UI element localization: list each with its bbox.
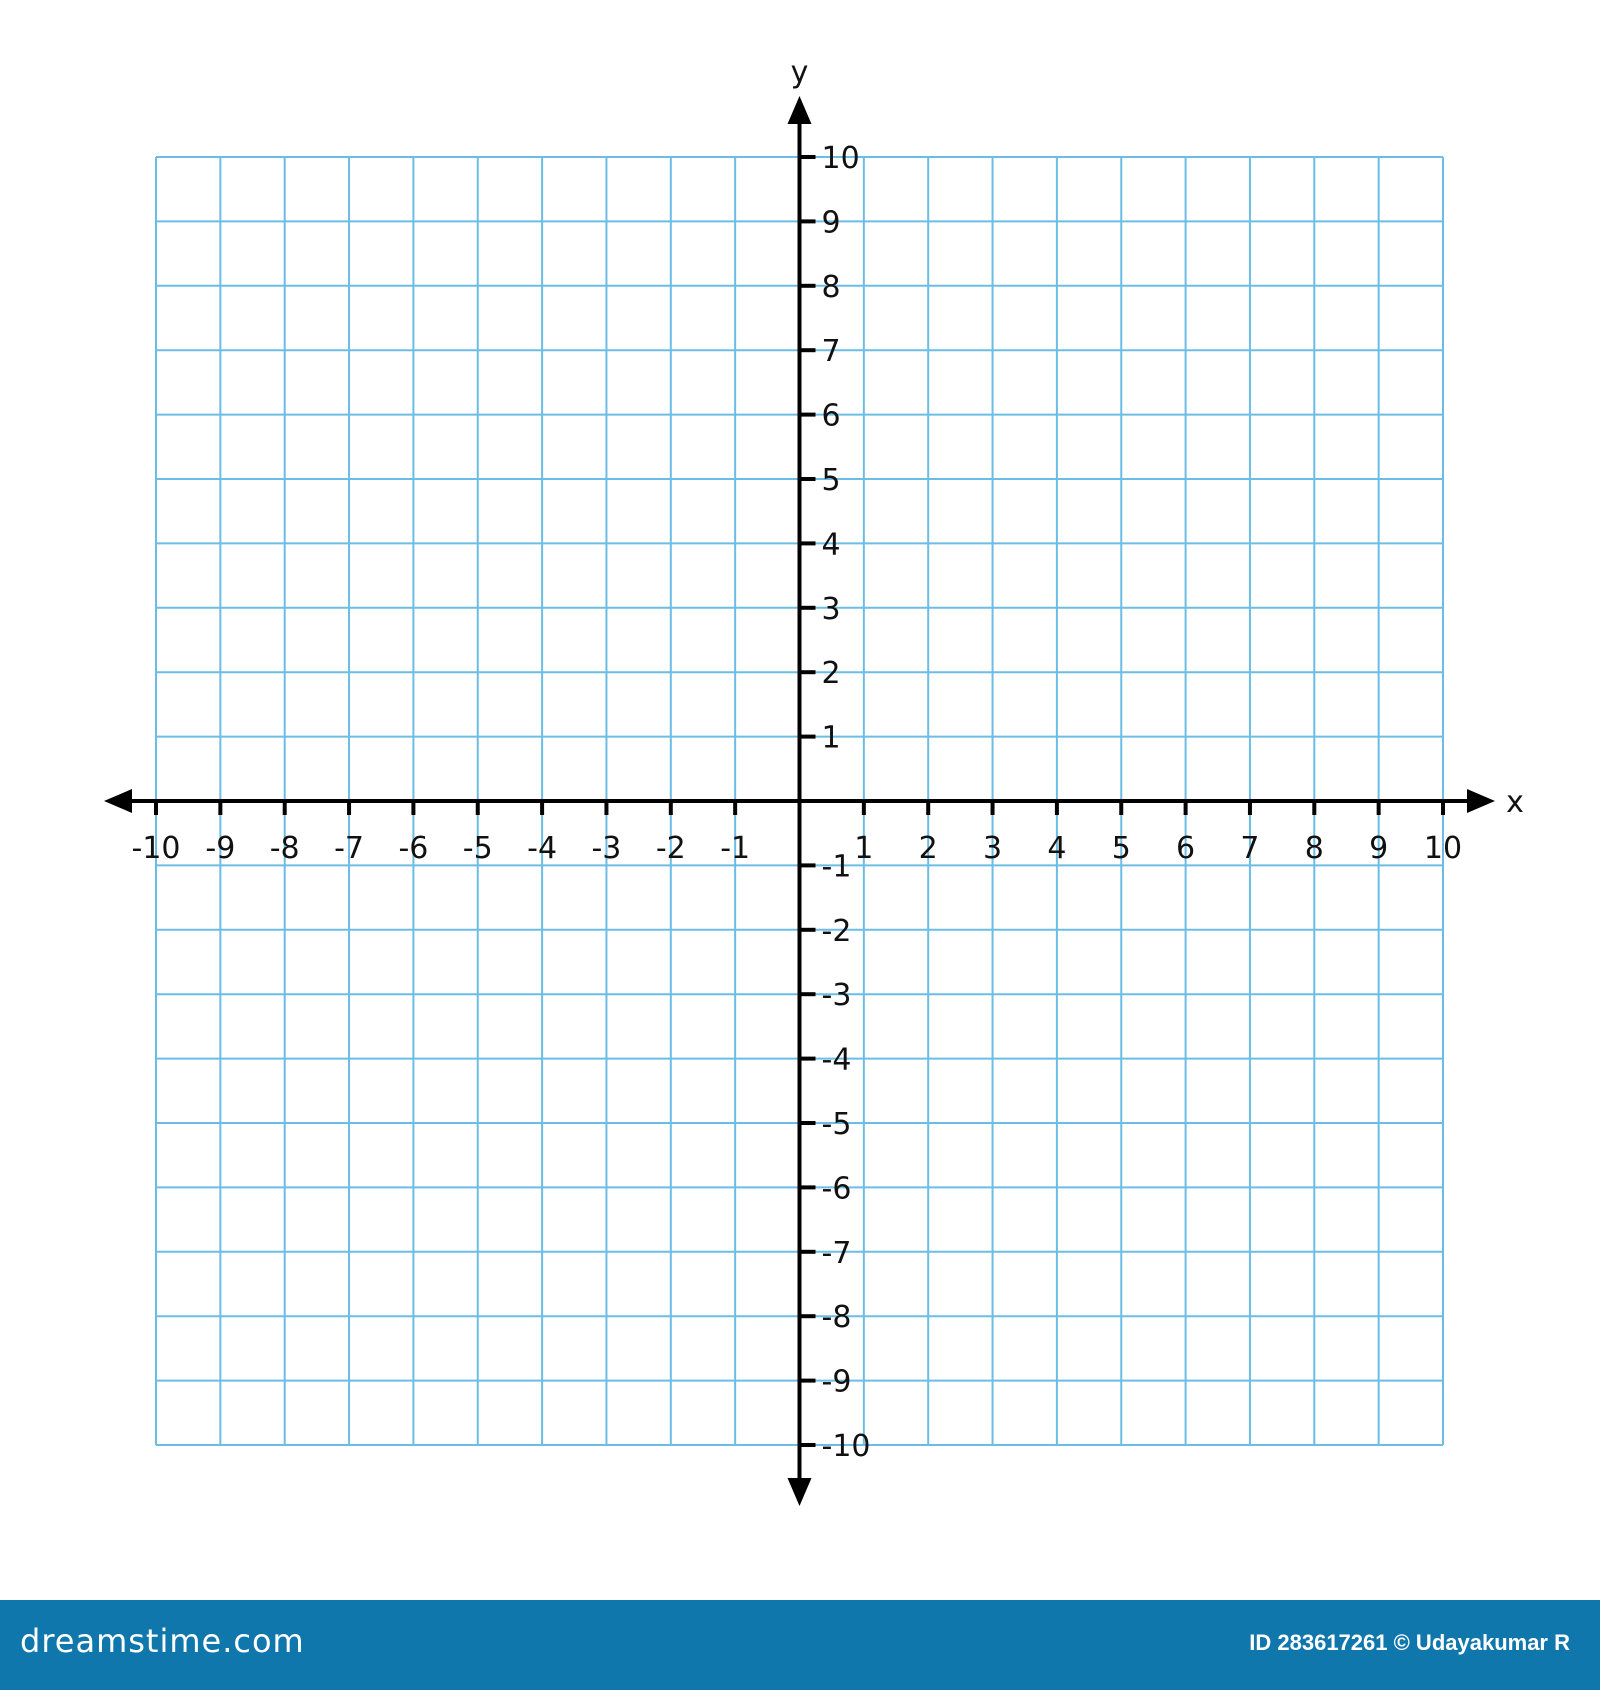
x-tick-label: 3: [983, 831, 1003, 866]
y-tick-label: -7: [821, 1235, 852, 1271]
image-credit: ID 283617261 © Udayakumar R: [1249, 1630, 1570, 1655]
y-tick-label: 6: [821, 398, 841, 434]
y-tick-label: 10: [821, 141, 860, 176]
x-tick-label: 4: [1047, 831, 1067, 866]
y-tick-label: 3: [821, 591, 841, 627]
x-tick-label: -6: [398, 831, 429, 866]
x-tick-label: 7: [1240, 831, 1260, 866]
y-tick-label: 1: [821, 720, 841, 756]
x-tick-label: -9: [205, 831, 236, 866]
brand-logo: dreamstime.com: [20, 1622, 305, 1660]
x-axis-right-arrow-icon: [1467, 789, 1495, 813]
x-tick-label: -3: [591, 831, 622, 866]
x-axis-label: x: [1506, 785, 1524, 820]
x-tick-label: 5: [1111, 831, 1131, 866]
y-tick-label: 7: [821, 334, 841, 370]
y-tick-label: 5: [821, 463, 841, 498]
x-tick-label: -5: [462, 831, 493, 866]
x-tick-label: 10: [1423, 831, 1463, 866]
y-tick-label: -3: [821, 978, 852, 1014]
y-axis-label: y: [790, 55, 809, 90]
x-tick-label: -2: [655, 831, 686, 866]
x-tick-label: 9: [1369, 831, 1389, 866]
y-tick-label: -9: [821, 1364, 852, 1400]
y-axis-down-arrow-icon: [788, 1478, 812, 1506]
y-tick-label: 9: [821, 205, 841, 241]
footer-banner: [0, 1600, 1600, 1690]
x-tick-label: 1: [854, 831, 874, 866]
y-tick-label: -1: [821, 849, 852, 885]
y-tick-label: 8: [821, 269, 841, 305]
y-tick-label: -5: [821, 1107, 852, 1142]
x-tick-label: 6: [1176, 831, 1196, 866]
x-tick-label: -4: [527, 831, 558, 866]
y-tick-label: 2: [821, 656, 841, 692]
x-tick-label: 2: [918, 831, 938, 866]
y-tick-label: -2: [821, 913, 852, 949]
y-tick-label: -6: [821, 1171, 852, 1207]
y-tick-label: -4: [821, 1042, 852, 1078]
y-tick-label: 4: [821, 527, 841, 563]
x-tick-label: -7: [334, 831, 365, 866]
x-tick-label: -1: [720, 831, 751, 866]
x-tick-label: 8: [1304, 831, 1324, 866]
y-tick-label: -8: [821, 1300, 852, 1336]
x-tick-label: -10: [131, 831, 181, 866]
x-axis-left-arrow-icon: [104, 789, 132, 813]
y-tick-label: -10: [821, 1429, 871, 1464]
y-axis-up-arrow-icon: [788, 96, 812, 124]
x-tick-label: -8: [269, 831, 300, 866]
